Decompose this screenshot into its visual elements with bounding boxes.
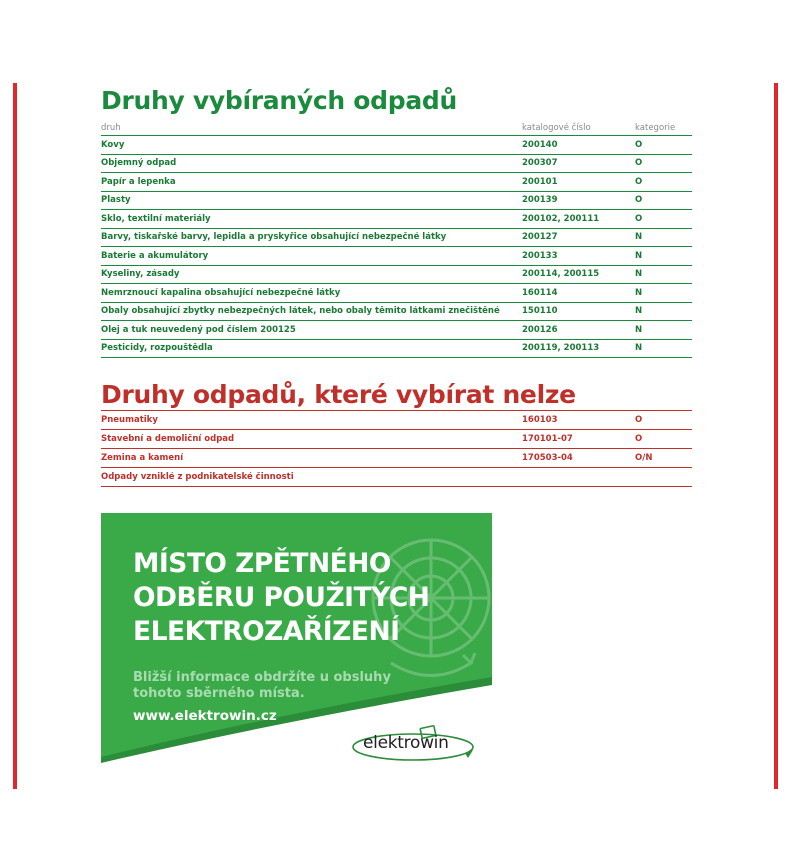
catalog-number-cell: 170101-07 bbox=[522, 434, 573, 444]
catalog-number-cell: 200139 bbox=[522, 195, 558, 206]
waste-type-cell: Papír a lepenka bbox=[101, 176, 176, 187]
rejected-waste-title: Druhy odpadů, které vybírat nelze bbox=[101, 380, 576, 409]
table-row bbox=[101, 136, 692, 155]
catalog-number-cell: 200127 bbox=[522, 232, 558, 243]
catalog-number-cell: 200126 bbox=[522, 324, 558, 335]
catalog-number-cell: 200119, 200113 bbox=[522, 343, 600, 354]
waste-type-cell: Obaly obsahující zbytky nebezpečných látek, nebo obaly těmito látkami znečištěné bbox=[101, 306, 500, 317]
logo-text: elektrowin bbox=[363, 733, 449, 753]
category-cell: O bbox=[635, 213, 643, 224]
table-row bbox=[101, 284, 692, 303]
catalog-number-cell: 200307 bbox=[522, 158, 558, 169]
table-row bbox=[101, 449, 692, 468]
waste-type-cell: Stavební a demoliční odpad bbox=[101, 434, 235, 444]
category-cell: N bbox=[635, 250, 643, 261]
waste-type-cell: Plasty bbox=[101, 195, 131, 206]
accepted-waste-title: Druhy vybíraných odpadů bbox=[101, 86, 457, 115]
table-row bbox=[101, 303, 692, 322]
table-row bbox=[101, 247, 692, 266]
category-cell: O bbox=[635, 176, 643, 187]
category-cell: O bbox=[635, 158, 643, 169]
category-cell: O bbox=[635, 434, 643, 444]
waste-type-cell: Odpady vzniklé z podnikatelské činnosti bbox=[101, 472, 294, 482]
waste-type-cell: Zemina a kamení bbox=[101, 453, 184, 463]
right-red-border bbox=[774, 83, 778, 789]
banner-title bbox=[133, 547, 429, 649]
table-row bbox=[101, 468, 692, 487]
banner-title-line: ODBĚRU POUŽITÝCH bbox=[133, 582, 430, 613]
banner-title-line: ELEKTROZAŘÍZENÍ bbox=[133, 616, 400, 647]
category-cell: O bbox=[635, 195, 643, 206]
catalog-number-cell: 160103 bbox=[522, 415, 558, 425]
table-row bbox=[101, 321, 692, 340]
accepted-table-body bbox=[101, 136, 692, 358]
waste-type-cell: Barvy, tiskařské barvy, lepidla a pryskyřice obsahující nebezpečné látky bbox=[101, 232, 447, 243]
waste-type-cell: Kyseliny, zásady bbox=[101, 269, 180, 280]
table-row bbox=[101, 229, 692, 248]
elektrowin-banner bbox=[101, 513, 492, 770]
category-cell: N bbox=[635, 306, 643, 317]
accepted-waste-section bbox=[101, 86, 692, 358]
banner-title-line: MÍSTO ZPĚTNÉHO bbox=[133, 548, 391, 579]
column-header-category: kategorie bbox=[635, 123, 676, 133]
rejected-table-body bbox=[101, 410, 692, 487]
banner-url-link[interactable]: www.elektrowin.cz bbox=[133, 708, 277, 724]
category-cell: O bbox=[635, 415, 643, 425]
banner-info-line: Bližší informace obdržíte u obsluhy bbox=[133, 670, 391, 685]
catalog-number-cell: 200133 bbox=[522, 250, 558, 261]
table-row bbox=[101, 192, 692, 211]
category-cell: N bbox=[635, 324, 643, 335]
banner-info-line: tohoto sběrného místa. bbox=[133, 686, 305, 701]
table-row bbox=[101, 410, 692, 430]
table-row bbox=[101, 155, 692, 174]
column-header-name: druh bbox=[101, 123, 121, 133]
banner-info-text bbox=[133, 670, 391, 702]
table-row bbox=[101, 210, 692, 229]
catalog-number-cell: 160114 bbox=[522, 287, 558, 298]
category-cell: O/N bbox=[635, 453, 653, 463]
catalog-number-cell: 200102, 200111 bbox=[522, 213, 600, 224]
column-header-code: katalogové číslo bbox=[522, 123, 591, 133]
waste-type-cell: Objemný odpad bbox=[101, 158, 177, 169]
catalog-number-cell: 200140 bbox=[522, 139, 558, 150]
waste-type-cell: Baterie a akumulátory bbox=[101, 250, 209, 261]
catalog-number-cell: 200101 bbox=[522, 176, 558, 187]
elektrowin-logo bbox=[351, 723, 477, 765]
catalog-number-cell: 200114, 200115 bbox=[522, 269, 600, 280]
waste-type-cell: Nemrznoucí kapalina obsahující nebezpečné látky bbox=[101, 287, 341, 298]
accepted-table-header bbox=[101, 119, 692, 136]
table-row bbox=[101, 430, 692, 449]
catalog-number-cell: 150110 bbox=[522, 306, 558, 317]
rejected-waste-section bbox=[101, 380, 692, 487]
waste-type-cell: Pneumatiky bbox=[101, 415, 158, 425]
waste-type-cell: Kovy bbox=[101, 139, 125, 150]
waste-type-cell: Sklo, textilní materiály bbox=[101, 213, 211, 224]
category-cell: N bbox=[635, 287, 643, 298]
waste-type-cell: Olej a tuk neuvedený pod číslem 200125 bbox=[101, 324, 296, 335]
category-cell: N bbox=[635, 232, 643, 243]
table-row bbox=[101, 173, 692, 192]
category-cell: N bbox=[635, 343, 643, 354]
category-cell: N bbox=[635, 269, 643, 280]
table-row bbox=[101, 266, 692, 285]
category-cell: O bbox=[635, 139, 643, 150]
waste-type-cell: Pesticidy, rozpouštědla bbox=[101, 343, 213, 354]
catalog-number-cell: 170503-04 bbox=[522, 453, 573, 463]
table-row bbox=[101, 340, 692, 359]
left-red-border bbox=[13, 83, 17, 789]
